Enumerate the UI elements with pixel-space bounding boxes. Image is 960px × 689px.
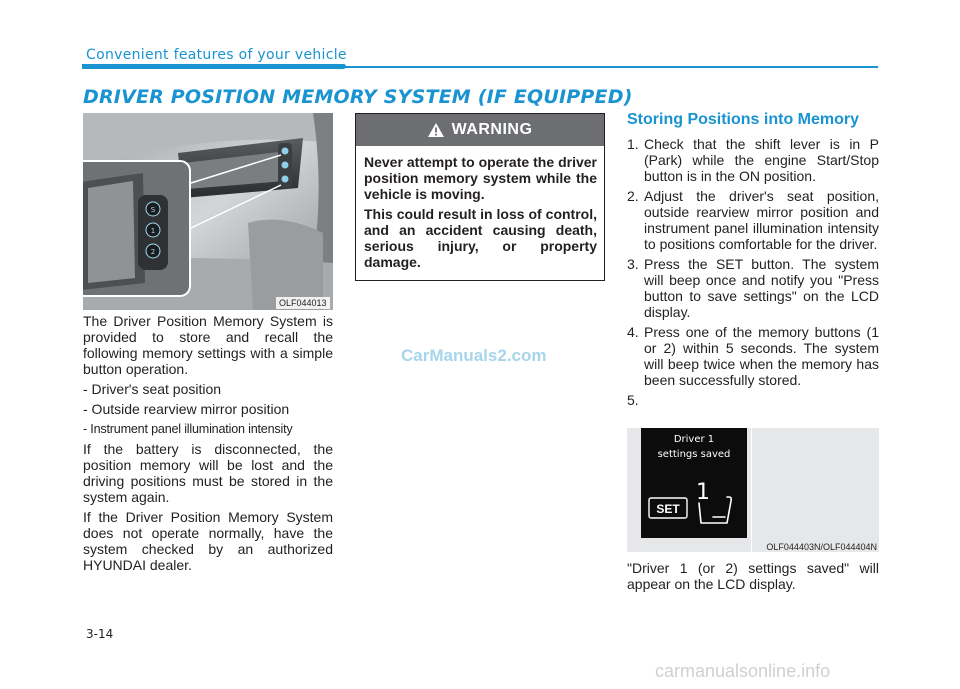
watermark: CarManuals2.com	[401, 346, 547, 365]
page-number: 3-14	[86, 627, 114, 641]
intro-paragraph: The Driver Position Memory System is provided to store and recall the following memory settings with a simple button operation.	[83, 313, 333, 377]
step-number: 4.	[627, 324, 639, 340]
panel-divider	[751, 428, 752, 552]
memory-item-mirror: - Outside rearview mirror position	[83, 401, 290, 417]
step-text: Check that the shift lever is in P (Park) while the engine Start/Stop button is in the ON position.	[644, 136, 879, 184]
warning-label: WARNING	[451, 121, 533, 138]
svg-text:1: 1	[150, 227, 156, 235]
svg-text:2: 2	[150, 248, 156, 256]
set-button-label: SET	[656, 502, 680, 516]
step-number: 3.	[627, 256, 639, 272]
step-text: Adjust the driver's seat position, outside rearview mirror position and instrument panel illumination intensity to positions comfortable for the driver.	[644, 188, 879, 252]
step-text: Press one of the memory buttons (1 or 2) within 5 seconds. The system will beep twice when the memory has been successfully stored.	[644, 324, 879, 388]
section-title: Convenient features of your vehicle	[86, 47, 347, 63]
lcd-line-2: settings saved	[657, 449, 731, 460]
memory-buttons-inset	[83, 161, 190, 296]
warning-triangle-icon	[428, 123, 444, 137]
door-memory-button-cluster	[278, 143, 292, 188]
list-item	[627, 136, 879, 184]
step-text	[644, 392, 879, 408]
intro-text	[83, 313, 333, 577]
step-number: 1.	[627, 136, 639, 152]
list-item	[627, 256, 879, 320]
lcd-result-text: "Driver 1 (or 2) settings saved" will appear on the LCD display.	[627, 560, 879, 592]
warning-header	[356, 114, 604, 146]
dealer-note: If the Driver Position Memory System does not operate normally, have the system checked by an authorized HYUNDAI dealer.	[83, 509, 333, 573]
step-number: 5.	[627, 392, 639, 408]
warning-text-2: This could result in loss of control, and an accident causing death, serious injury, or property damage.	[364, 206, 597, 270]
photo-code: OLF044013	[276, 297, 330, 309]
lcd-illustration	[627, 428, 879, 552]
lcd-figure-code: OLF044403N/OLF044404N	[766, 542, 877, 552]
footer-watermark: carmanualsonline.info	[655, 661, 831, 681]
list-item	[627, 188, 879, 252]
svg-text:S: S	[150, 206, 156, 214]
memory-number: 1	[696, 480, 710, 505]
storing-heading: Storing Positions into Memory	[627, 111, 860, 128]
step-number: 2.	[627, 188, 639, 204]
door-panel-illustration	[83, 113, 333, 310]
step-text: Press the SET button. The system will beep once and notify you "Press button to save settings" on the LCD display.	[644, 256, 879, 320]
memory-item-seat: - Driver's seat position	[83, 381, 222, 397]
seat-memory-graphic	[641, 473, 747, 533]
memory-item-illumination: - Instrument panel illumination intensity	[83, 422, 293, 436]
list-item	[627, 324, 879, 388]
storing-steps	[627, 136, 879, 412]
door-memory-buttons-photo	[83, 113, 333, 310]
warning-body	[356, 146, 604, 270]
page-title: DRIVER POSITION MEMORY SYSTEM (IF EQUIPPED)	[83, 86, 633, 108]
battery-note: If the battery is disconnected, the position memory will be lost and the driving positions must be stored in the system again.	[83, 441, 333, 505]
warning-box	[355, 113, 605, 281]
section-rule-accent	[82, 64, 346, 69]
list-item	[627, 392, 879, 408]
warning-text-1: Never attempt to operate the driver position memory system while the vehicle is moving.	[364, 154, 597, 202]
lcd-line-1: Driver 1	[673, 434, 715, 445]
lcd-screen	[641, 428, 747, 538]
